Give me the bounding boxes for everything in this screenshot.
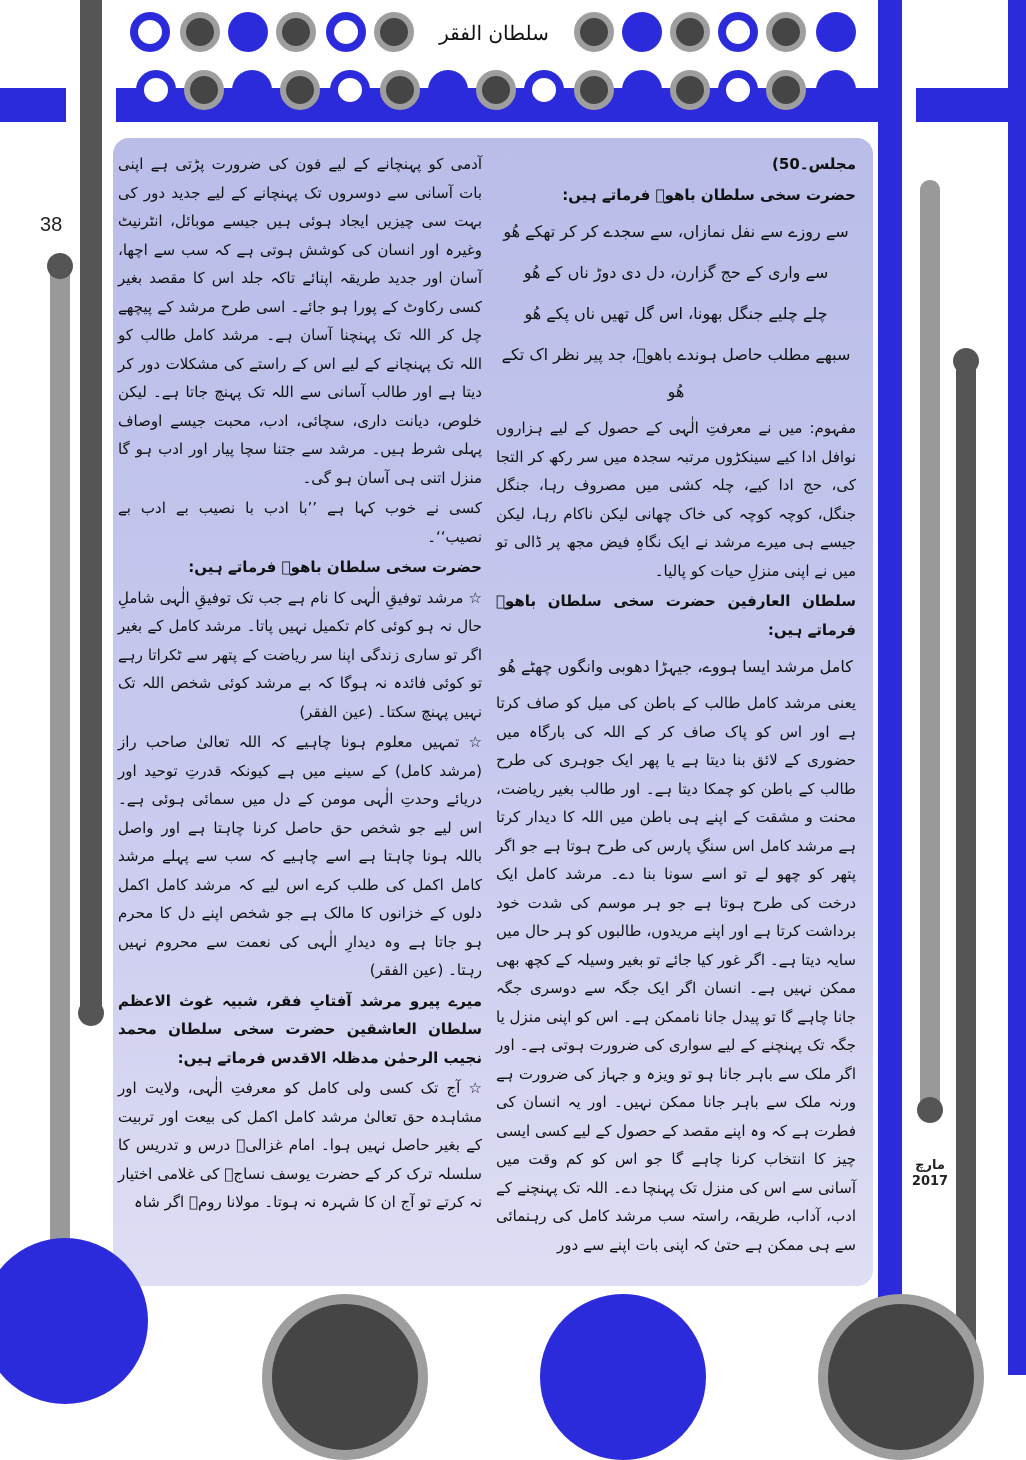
gray-dot [184,70,224,110]
right-gray-rail-knob [917,1097,943,1123]
right-rail-knob [953,348,979,374]
left-dark-rail [80,0,102,1020]
blue-dot [622,70,662,110]
left-rail-knob [47,253,73,279]
blue-dot [622,12,662,52]
body-paragraph: یعنی مرشد کامل طالب کے باطن کی میل کو صاف کرتا ہے اور اس کو پاک صاف کر کے اللہ کی بارگاہ میں حضوری کے لائق بنا دیتا ہے یا پھر ایک جوہری کی طرح طالب کے باطن کو چمکا دیتا ہے۔ اور طالب بغیر ریاضت، محنت و مشقت کے اپنے ہی باطن میں اللہ کا دیدار کرتا ہے مرشد کامل اس سنگِ پارس کی طرح ہوتا ہے جو اگر پتھر کو چھو لے تو اسے سونا بنا دے۔ مرشد کامل ایک درخت کی طرح ہوتا ہے جو ہر موسم کی شدت خود برداشت کرتا ہے اور اپنے مریدوں، طالبوں کو ہر حال میں سایہ دیتا ہے۔ اگر غور کیا جائے تو بغیر وسیلہ کے کچھ بھی ممکن نہیں ہے۔ انسان اگر ایک جگہ سے دوسری جگہ جانا چاہے گا تو پیدل جانا ناممکن ہے۔ اس کو اپنی منزل یا جگہ تک پہنچنے کے لیے سواری کی ضرورت ہوتی ہے۔ اور اگر ملک سے باہر جانا ہو تو ویزہ و جہاز کی ضرورت ہے ورنہ ملک سے باہر جانا ممکن نہیں۔ اور یہ انسان کی فطرت ہے کہ وہ اپنے مقصد کے حصول کے لیے کسی ایسی چیز کا انتخاب کرنا چاہے گا جو اس کو کم وقت میں آسانی سے اس کی منزل تک پہنچا دے۔ اللہ تک پہنچنے کے ادب، آداب، طریقہ، راستہ سب مرشد کامل کی رہنمائی سے ہی ممکن ہے حتیٰ کہ اپنی بات اپنے سے دور [496,694,856,1254]
poem [496,213,856,410]
poem-line: سبھے مطلب حاصل ہوندے باھوؒ، جد پیر نظر اک تکے ھُو [501,345,851,401]
quote-paragraph: ☆ تمہیں معلوم ہونا چاہیے کہ اللہ تعالیٰ صاحب راز (مرشد کامل) کے سینے میں ہے کیونکہ قدرتِ توحید اور دریائے وحدتِ الٰہی مومن کے دل میں سمائی ہوئی ہے۔ اس لیے جو شخص حق حاصل کرنا چاہتا ہے اور واصل باللہ ہونا چاہتا ہے اسے چاہیے کہ سب سے پہلے مرشد کامل اکمل کی طلب کرے اس لیے کہ مرشد کامل اکمل دلوں کے خزانوں کا مالک ہے جو شخص اپنے دل کا محرم ہو جاتا ہے وہ دیدارِ الٰہی کی نعمت سے محروم نہیں رہتا۔ (عین الفقر) [118,733,482,979]
blue-dot [816,70,856,110]
gray-dot [374,12,414,52]
right-blue-rail [878,0,902,1375]
issue-month: مارچ [915,1158,945,1173]
gray-dot [276,12,316,52]
gray-dot [574,70,614,110]
poem-line: چلے چلیے جنگل بھونا، اس گل تھیں ناں پکے ھُو [524,304,828,323]
gray-dot [670,70,710,110]
right-dark-rail [956,358,976,1375]
issue-year: 2017 [911,1174,949,1189]
gray-dot [574,12,614,52]
page-number: 38 [40,214,63,236]
blue-dot [232,70,272,110]
gray-dot [766,12,806,52]
ring-dot [326,12,366,52]
quote-paragraph: ☆ مرشد توفیقِ الٰہی کا نام ہے جب تک توفیقِ الٰہی شاملِ حال نہ ہو کوئی کام تکمیل نہیں پاتا۔ مرشد کامل کے بغیر اگر تو ساری زندگی اپنا سر ریاضت کے پتھر سے ٹکراتا رہے تو کوئی فائدہ نہ ہوگا کہ بے مرشد کوئی شخص اللہ تک نہیں پہنچ سکتا۔ (عین الفقر) [118,588,482,721]
ring-dot [524,70,564,110]
blue-circle [540,1294,706,1460]
ring-dot [718,12,758,52]
poem-line: سے واری کے حج گزارن، دل دی دوڑ ناں کے ھُو [523,263,829,282]
gray-circle [818,1294,984,1460]
quote-paragraph: ☆ آج تک کسی ولی کامل کو معرفتِ الٰہی، ولایت اور مشاہدہ حق تعالیٰ مرشد کامل اکمل کی بیعت اور تربیت کے بغیر حاصل نہیں ہوا۔ امام غزالیؒ درس و تدریس کا سلسلہ ترک کر کے حضرت یوسف نساجؒ کی غلامی اختیار نہ کرتے تو آج ان کا شہرہ نہ ہوتا۔ مولانا رومؒ اگر شاہ [118,1079,482,1211]
ring-dot [136,70,176,110]
quote-intro: میرے پیرو مرشد آفتابِ فقر، شبیہ غوث الاعظم سلطان العاشقین حضرت سخی سلطان محمد نجیب الرحمٰن مدظلہ الاقدس فرماتے ہیں: [118,991,482,1067]
gray-dot [280,70,320,110]
ring-dot [130,12,170,52]
left-gray-rail [50,262,70,1292]
gray-dot [670,12,710,52]
mafhoom-paragraph: مفہوم: میں نے معرفتِ الٰہی کے حصول کے لیے ہزاروں نوافل ادا کیے سینکڑوں مرتبہ سجدہ میں سر رکھ کر التجا کی، حج ادا کیے، چلہ کشی میں مصروف رہا، جنگل جنگل، کوچہ کوچہ کی خاک چھانی لیکن ناکام رہا، لیکن جیسے ہی میرے مرشد نے ایک نگاہِ فیض مجھ پر ڈالی تو میں نے اپنی منزلِ حیات کو پالیا۔ [496,419,856,580]
poem-line: سے روزے سے نفل نمازاں، سے سجدے کر کر تھکے ھُو [503,222,849,241]
verse-line: کامل مرشد ایسا ہووے، جیہڑا دھوبی وانگوں چھٹے ھُو [499,657,853,676]
right-column [496,150,856,1261]
quote-intro: حضرت سخی سلطان باھوؒ فرماتے ہیں: [562,185,856,204]
blue-dot [428,70,468,110]
session-number: مجلس۔50) [772,155,856,173]
left-dark-rail-knob [78,1000,104,1026]
blue-dot [816,12,856,52]
quote-intro: حضرت سخی سلطان باھوؒ فرماتے ہیں: [188,558,482,576]
right-edge-blue [1008,0,1026,1375]
proverb: کسی نے خوب کہا ہے ’’با ادب با نصیب بے ادب بے نصیب‘‘۔ [118,499,482,546]
ring-dot [330,70,370,110]
gray-dot [476,70,516,110]
quote-intro-2: سلطان العارفین حضرت سخی سلطان باھوؒ فرماتے ہیں: [496,592,856,639]
right-gray-rail [920,180,940,1110]
gray-dot [380,70,420,110]
ring-dot [718,70,758,110]
blue-dot [228,12,268,52]
issue-date [910,1158,950,1190]
gray-circle [262,1294,428,1460]
magazine-logo: سلطان الفقر [420,10,568,56]
gray-dot [180,12,220,52]
left-column [118,150,482,1219]
paragraph: آدمی کو پہنچانے کے لیے فون کی ضرورت پڑتی ہے اپنی بات آسانی سے دوسروں تک پہنچانے کے لیے جدید دور کی بہت سی چیزیں ایجاد ہوئی ہیں جیسے موبائل، انٹرنیٹ وغیرہ اور انسان کی کوشش ہوتی ہے کہ سب سے اچھا، آسان اور جدید طریقہ اپنائے تاکہ جلد اس کا مقصد بغیر کسی رکاوٹ کے پورا ہو جائے۔ اسی طرح مرشد کے پیچھے چل کر اللہ تک پہنچنا آسان ہے۔ مرشد کامل طالب کو اللہ تک پہنچانے کے لیے اس کے راستے کی مشکلات دور کر دیتا ہے اور طالب آسانی سے اللہ تک پہنچ جاتا ہے۔ لیکن خلوص، دیانت داری، سچائی، ادب، محبت جیسے اوصاف پہلی شرط ہیں۔ مرشد سے جتنا سچا پیار اور ادب ہو گا منزل اتنی ہی آسان ہو گی۔ [118,155,482,487]
gray-dot [766,70,806,110]
